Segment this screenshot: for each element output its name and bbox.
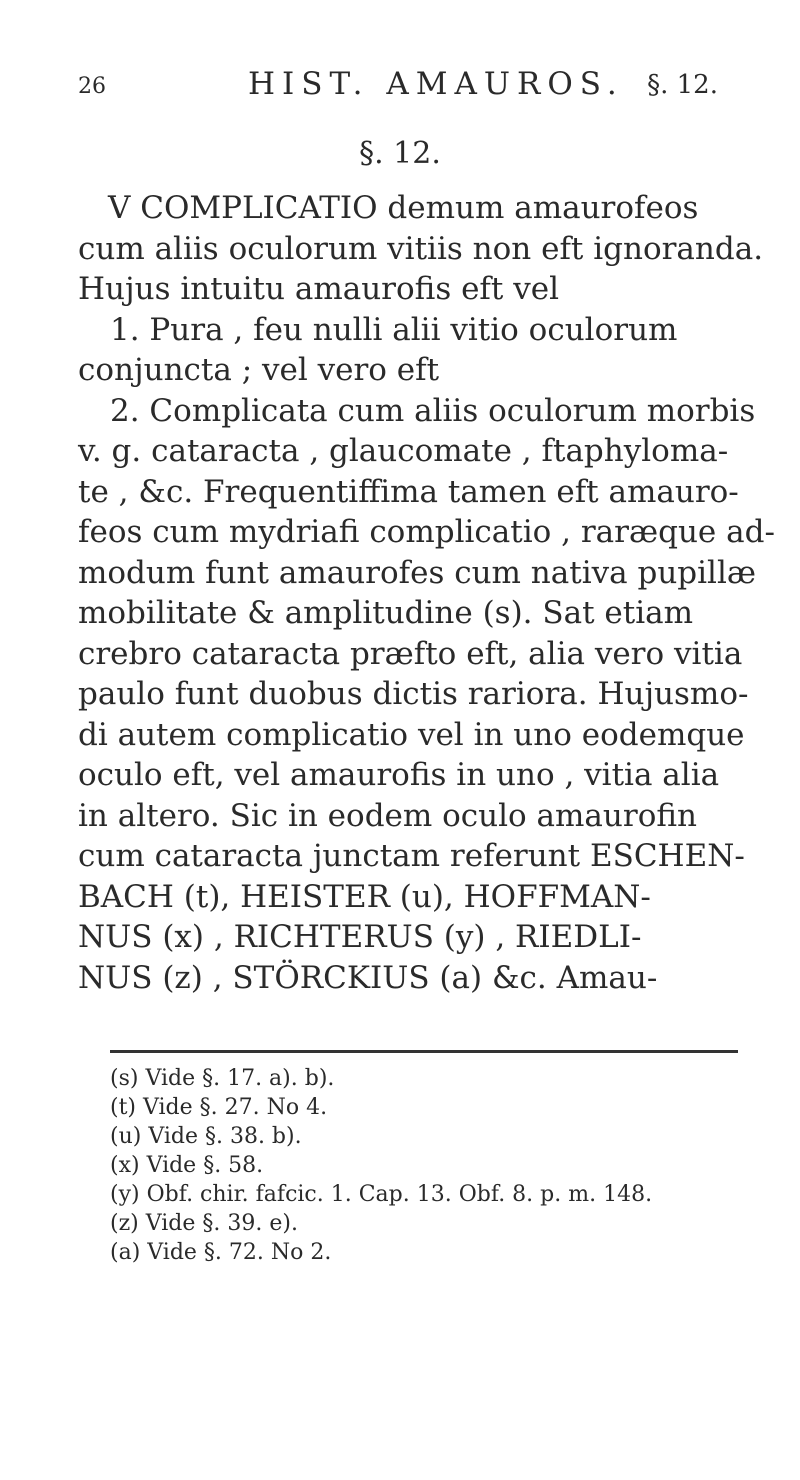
text-line: oculo eft, vel amaurofis in uno , vitia alia bbox=[78, 757, 720, 793]
text-line: NUS (x) , RICHTERUS (y) , RIEDLI- bbox=[78, 919, 642, 955]
text-line: di autem complicatio vel in uno eodemque bbox=[78, 716, 745, 753]
footnote-divider bbox=[110, 1050, 738, 1053]
text-line: v. g. cataracta , glaucomate , ftaphyloma- bbox=[78, 433, 729, 469]
text-line: crebro cataracta præfto eft, alia vero vitia bbox=[78, 635, 743, 672]
page-header bbox=[78, 66, 718, 106]
footnote: (x) Vide §. 58. bbox=[110, 1153, 264, 1178]
text-line: in altero. Sic in eodem oculo amaurofin bbox=[78, 797, 698, 834]
text-line: feos cum mydriafi complicatio , raræque ad- bbox=[78, 514, 775, 550]
text-line: BACH (t), HEISTER (u), HOFFMAN- bbox=[78, 878, 651, 915]
text-line: modum funt amaurofes cum nativa pupillæ bbox=[78, 554, 757, 591]
footnote: (s) Vide §. 17. a). b). bbox=[110, 1066, 335, 1091]
text-line: mobilitate & amplitudine (s). Sat etiam bbox=[78, 595, 694, 631]
text-line: 2. Complicata cum aliis oculorum morbis bbox=[110, 392, 756, 429]
text-line: cum cataracta junctam referunt ESCHEN- bbox=[78, 838, 745, 874]
footnote: (y) Obf. chir. fafcic. 1. Cap. 13. Obf. 8. p. m. 148. bbox=[110, 1182, 653, 1207]
header-section-ref: §. 12. bbox=[647, 70, 718, 100]
text-line: conjuncta ; vel vero eft bbox=[78, 352, 440, 388]
footnote: (a) Vide §. 72. No 2. bbox=[110, 1240, 332, 1265]
footnote: (u) Vide §. 38. b). bbox=[110, 1124, 302, 1149]
footnote: (t) Vide §. 27. No 4. bbox=[110, 1095, 328, 1120]
body-text bbox=[78, 188, 775, 998]
text-line: paulo funt duobus dictis rariora. Hujusmo- bbox=[78, 676, 749, 712]
footnote: (z) Vide §. 39. e). bbox=[110, 1211, 298, 1236]
text-line: V COMPLICATIO demum amaurofeos bbox=[108, 190, 699, 226]
text-line: cum aliis oculorum vitiis non eft ignoranda. bbox=[78, 230, 764, 267]
page-number: 26 bbox=[78, 74, 106, 99]
running-title: HIST. AMAUROS. bbox=[248, 66, 624, 102]
footnotes bbox=[110, 1064, 740, 1267]
text-line: NUS (z) , STÖRCKIUS (a) &c. Amau- bbox=[78, 959, 658, 996]
text-line: te , &c. Frequentiffima tamen eft amauro- bbox=[78, 473, 739, 510]
text-line: 1. Pura , feu nulli alii vitio oculorum bbox=[110, 311, 678, 348]
section-title: §. 12. bbox=[359, 136, 441, 171]
text-line: Hujus intuitu amaurofis eft vel bbox=[78, 271, 559, 307]
